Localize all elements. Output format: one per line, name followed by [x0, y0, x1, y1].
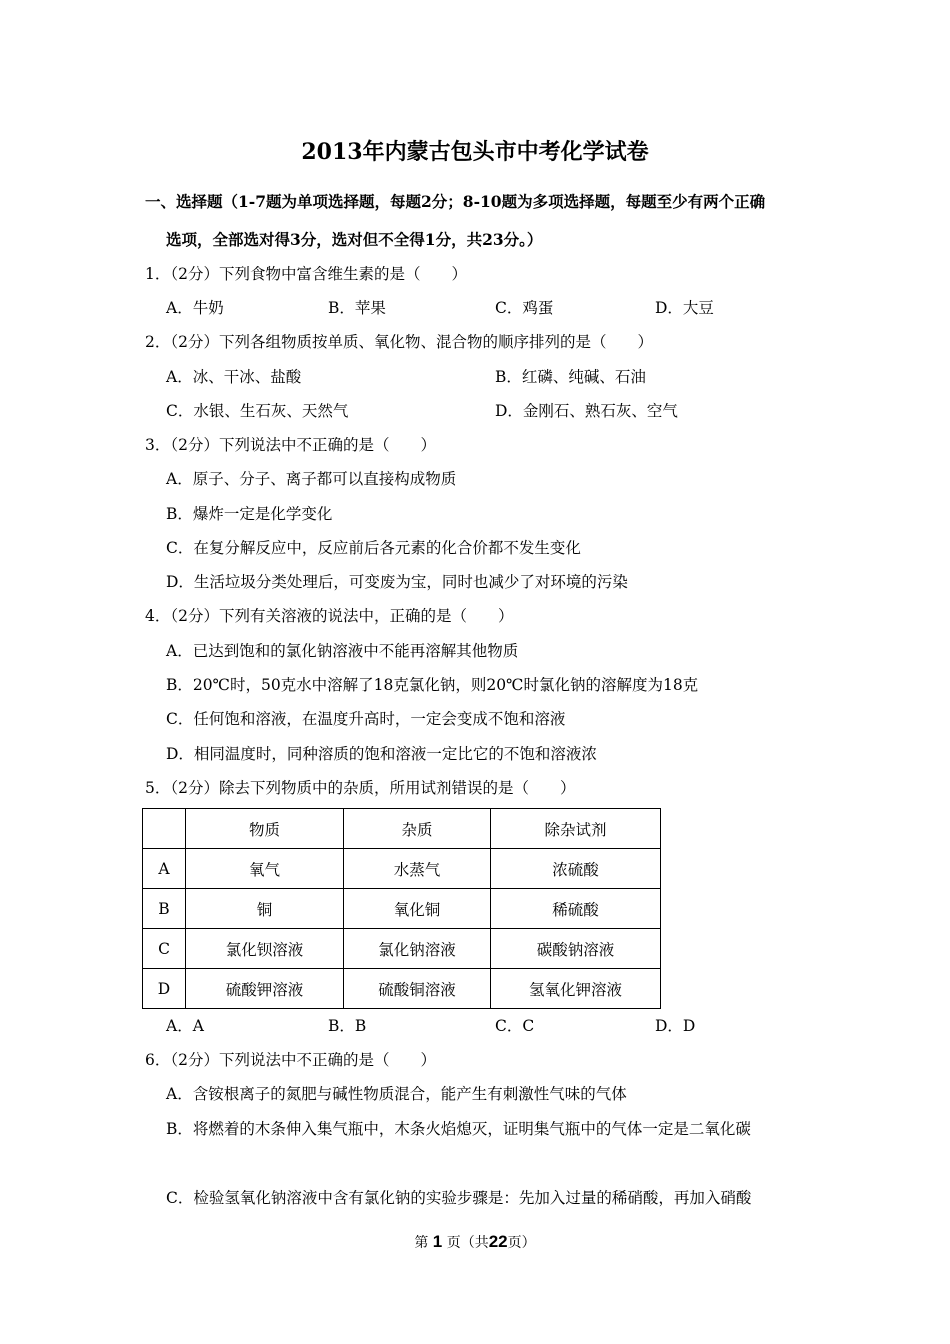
table-row	[143, 969, 661, 1009]
table-cell: 铜	[186, 889, 344, 929]
table-cell: D	[143, 969, 186, 1009]
question-6-option-b: B．将燃着的木条伸入集气瓶中，木条火焰熄灭，证明集气瓶中的气体一定是二氧化碳	[166, 1120, 751, 1138]
question-2-option-a: A．冰、干冰、盐酸	[166, 368, 302, 386]
question-3-option-b: B．爆炸一定是化学变化	[166, 505, 333, 523]
question-5-option-c: C．C	[495, 1017, 535, 1035]
table-cell: B	[143, 889, 186, 929]
table-cell: 硫酸钾溶液	[186, 969, 344, 1009]
question-5-option-a: A．A	[166, 1017, 204, 1035]
footer-prefix: 第	[414, 1235, 429, 1251]
table-cell: A	[143, 849, 186, 889]
table-cell: 水蒸气	[344, 849, 491, 889]
table-cell: 氯化钠溶液	[344, 929, 491, 969]
question-3-option-a: A．原子、分子、离子都可以直接构成物质	[166, 470, 457, 488]
question-1-stem: 1．（2分）下列食物中富含维生素的是（ ）	[145, 265, 467, 283]
page-footer	[0, 1232, 950, 1252]
table-cell: C	[143, 929, 186, 969]
question-1-option-d: D．大豆	[655, 299, 714, 317]
question-5-option-d: D．D	[655, 1017, 696, 1035]
table-row	[143, 889, 661, 929]
table-cell: 浓硫酸	[491, 849, 661, 889]
table-row	[143, 849, 661, 889]
section-heading-line-2: 选项，全部选对得3分，选对但不全得1分，共23分。）	[166, 230, 543, 249]
table-header-cell: 除杂试剂	[491, 809, 661, 849]
table-cell: 氧气	[186, 849, 344, 889]
table-header-cell: 物质	[186, 809, 344, 849]
footer-page-number: 1	[432, 1232, 443, 1251]
page-title: 2013年内蒙古包头市中考化学试卷	[301, 139, 649, 165]
table-header-cell	[143, 809, 186, 849]
table-cell: 氧化铜	[344, 889, 491, 929]
table-cell: 碳酸钠溶液	[491, 929, 661, 969]
question-4-stem: 4．（2分）下列有关溶液的说法中，正确的是（ ）	[145, 607, 514, 625]
footer-suffix: 页）	[507, 1235, 536, 1251]
question-4-option-a: A．已达到饱和的氯化钠溶液中不能再溶解其他物质	[166, 642, 519, 660]
question-1-option-a: A．牛奶	[166, 299, 224, 317]
question-2-option-d: D．金刚石、熟石灰、空气	[495, 402, 678, 420]
table-cell: 氢氧化钾溶液	[491, 969, 661, 1009]
table-cell: 稀硫酸	[491, 889, 661, 929]
footer-total-pages: 22	[488, 1232, 508, 1251]
question-4-option-d: D．相同温度时，同种溶质的饱和溶液一定比它的不饱和溶液浓	[166, 745, 597, 763]
question-4-option-c: C．任何饱和溶液，在温度升高时，一定会变成不饱和溶液	[166, 710, 566, 728]
question-5-stem: 5．（2分）除去下列物质中的杂质，所用试剂错误的是（ ）	[145, 779, 576, 797]
question-1-option-b: B．苹果	[328, 299, 386, 317]
footer-middle: 页（共	[446, 1235, 489, 1251]
question-6-option-a: A．含铵根离子的氮肥与碱性物质混合，能产生有刺激性气味的气体	[166, 1085, 627, 1103]
question-2-option-c: C．水银、生石灰、天然气	[166, 402, 349, 420]
table-row	[143, 929, 661, 969]
question-6-stem: 6．（2分）下列说法中不正确的是（ ）	[145, 1051, 436, 1069]
table-cell: 硫酸铜溶液	[344, 969, 491, 1009]
question-2-option-b: B．红磷、纯碱、石油	[495, 368, 646, 386]
question-5-option-b: B．B	[328, 1017, 367, 1035]
question-3-stem: 3．（2分）下列说法中不正确的是（ ）	[145, 436, 436, 454]
question-3-option-d: D．生活垃圾分类处理后，可变废为宝，同时也减少了对环境的污染	[166, 573, 628, 591]
table-header-cell: 杂质	[344, 809, 491, 849]
table-cell: 氯化钡溶液	[186, 929, 344, 969]
impurity-table	[142, 808, 661, 1009]
question-2-stem: 2．（2分）下列各组物质按单质、氧化物、混合物的顺序排列的是（ ）	[145, 333, 653, 351]
question-3-option-c: C．在复分解反应中，反应前后各元素的化合价都不发生变化	[166, 539, 581, 557]
question-1-option-c: C．鸡蛋	[495, 299, 554, 317]
table-header-row	[143, 809, 661, 849]
question-6-option-c: C．检验氢氧化钠溶液中含有氯化钠的实验步骤是：先加入过量的稀硝酸，再加入硝酸	[166, 1189, 752, 1207]
question-4-option-b: B．20℃时，50克水中溶解了18克氯化钠，则20℃时氯化钠的溶解度为18克	[166, 676, 699, 694]
section-heading-line-1: 一、选择题（1-7题为单项选择题，每题2分；8-10题为多项选择题，每题至少有两个正确	[145, 192, 766, 211]
